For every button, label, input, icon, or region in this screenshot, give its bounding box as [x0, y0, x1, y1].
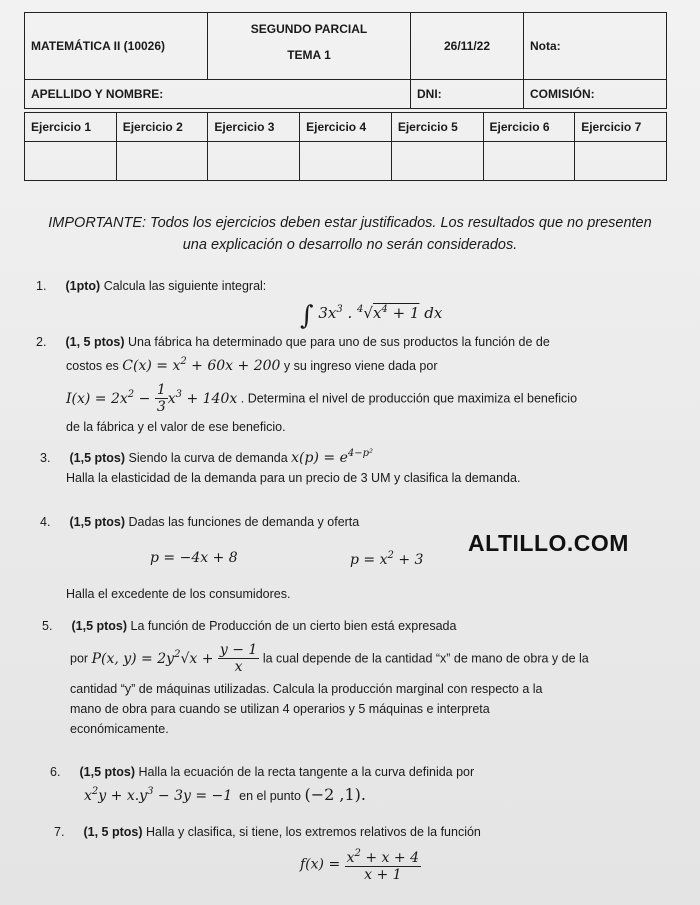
name-field: APELLIDO Y NOMBRE: [25, 80, 411, 109]
demand-function: p = −4x + 8 [150, 550, 238, 566]
exercise-5 [42, 616, 672, 739]
exercise-text: costos es [66, 359, 119, 373]
production-function: P(x, $y) = 2y^2√x$ + $\frac{y - 1}{x}$ [91, 642, 258, 675]
tangent-point: (−2 ,1). [304, 785, 366, 804]
grade-cell: Nota: [524, 13, 667, 80]
exercise-text: La función de Producción de un cierto bien está expresada [130, 619, 457, 633]
exercise-2 [36, 332, 676, 437]
watermark-logo: ALTILLO.COM [468, 530, 629, 556]
exercise-text: Halla la ecuación de la recta tangente a la curva definida por [138, 765, 475, 779]
exercise-points: (1pto) [65, 279, 101, 293]
exercise-text: por [70, 651, 89, 666]
exercise-header: Ejercicio 4 [300, 113, 392, 142]
exercise-text: en el punto [239, 789, 301, 803]
score-cell [208, 142, 300, 181]
exercise-text: Una fábrica ha determinado que para uno de sus productos la función de de [128, 335, 550, 349]
score-cell [300, 142, 392, 181]
exercise-text: Siendo la curva de demanda [128, 451, 288, 465]
score-cell [116, 142, 208, 181]
exercise-text: y su ingreso viene dada por [283, 359, 438, 373]
exercise-number: 1. [36, 279, 47, 293]
subject-cell: MATEMÁTICA II (10026) [25, 13, 208, 80]
exercise-1 [36, 276, 266, 296]
exercise-points: (1,5 ptos) [71, 619, 128, 633]
exercise-header: Ejercicio 7 [575, 113, 667, 142]
exercise-points: (1, 5 ptos) [83, 825, 143, 839]
exercise-number: 6. [50, 765, 61, 779]
exercise-6 [50, 762, 670, 806]
exercise-4 [40, 512, 480, 532]
integral-formula: ∫ $3x^3$ . $^4√x^4 + 1$ dx [300, 301, 443, 331]
exercise-header: Ejercicio 1 [25, 113, 117, 142]
exercise-number: 2. [36, 335, 47, 349]
exercise-points: (1,5 ptos) [69, 515, 126, 529]
exercise-text: la cual depende de la cantidad “x” de mano de obra y de la [262, 651, 589, 666]
commission-field: COMISIÓN: [524, 80, 667, 109]
exercise-header: Ejercicio 5 [391, 113, 483, 142]
supply-function: $p = x^2 + 3$ [350, 550, 424, 568]
exercise-7 [54, 822, 654, 842]
exercise-text: Halla la elasticidad de la demanda para un precio de 3 UM y clasifica la demanda. [66, 471, 521, 485]
exercise-3 [40, 444, 680, 488]
exercise-number: 7. [54, 825, 65, 839]
exercise-text: de la fábrica y el valor de ese beneficio. [66, 420, 286, 434]
exercise-text: Calcula las siguiente integral: [103, 279, 267, 293]
dni-field: DNI: [411, 80, 524, 109]
exam-tema: TEMA 1 [287, 48, 331, 62]
exercise-number: 4. [40, 515, 51, 529]
exam-title: SEGUNDO PARCIAL [250, 22, 368, 36]
exercise-text: Halla y clasifica, si tiene, los extremos relativos de la función [146, 825, 481, 839]
exercise-number: 5. [42, 619, 53, 633]
exercise-text: . Determina el nivel de producción que maximiza el beneficio [240, 391, 578, 406]
date-cell: 26/11/22 [411, 13, 524, 80]
exercise-number: 3. [40, 451, 51, 465]
exercise-header: Ejercicio 6 [483, 113, 575, 142]
demand-curve: $x(p) = e^{4-p^2}$ [291, 448, 374, 466]
important-notice: IMPORTANTE: Todos los ejercicios deben estar justificados. Los resultados que no presenten una explicación o desarrollo no serán considerados. [48, 215, 652, 253]
score-cell [391, 142, 483, 181]
exercise-score-table [24, 112, 667, 181]
exam-header-table [24, 12, 667, 109]
implicit-curve: $x^2y + x.y^3 - 3y = -1$ [84, 786, 233, 804]
exercise-4-task: Halla el excedente de los consumidores. [66, 587, 291, 601]
exercise-header: Ejercicio 3 [208, 113, 300, 142]
exercise-header: Ejercicio 2 [116, 113, 208, 142]
exercise-text: mano de obra para cuando se utilizan 4 operarios y 5 máquinas e interpreta [70, 702, 490, 716]
rational-function: f(x) = $\frac{x^2 + x + 4}{x + 1}$ [300, 848, 419, 883]
exam-title-cell [208, 13, 411, 80]
score-cell [25, 142, 117, 181]
income-function: $I(x) = 2x^2$ − $\frac{1}{3}$ $x^3 + 140x$ [66, 382, 238, 415]
score-cell [483, 142, 575, 181]
exercise-text: cantidad “y” de máquinas utilizadas. Calcula la producción marginal con respecto a la [70, 682, 543, 696]
cost-function: $C(x) = x^2 + 60x + 200$ [122, 356, 281, 374]
exercise-points: (1,5 ptos) [69, 451, 126, 465]
score-cell [575, 142, 667, 181]
exercise-points: (1,5 ptos) [79, 765, 136, 779]
exercise-text: Dadas las funciones de demanda y oferta [128, 515, 360, 529]
exercise-points: (1, 5 ptos) [65, 335, 125, 349]
exercise-text: económicamente. [70, 722, 169, 736]
